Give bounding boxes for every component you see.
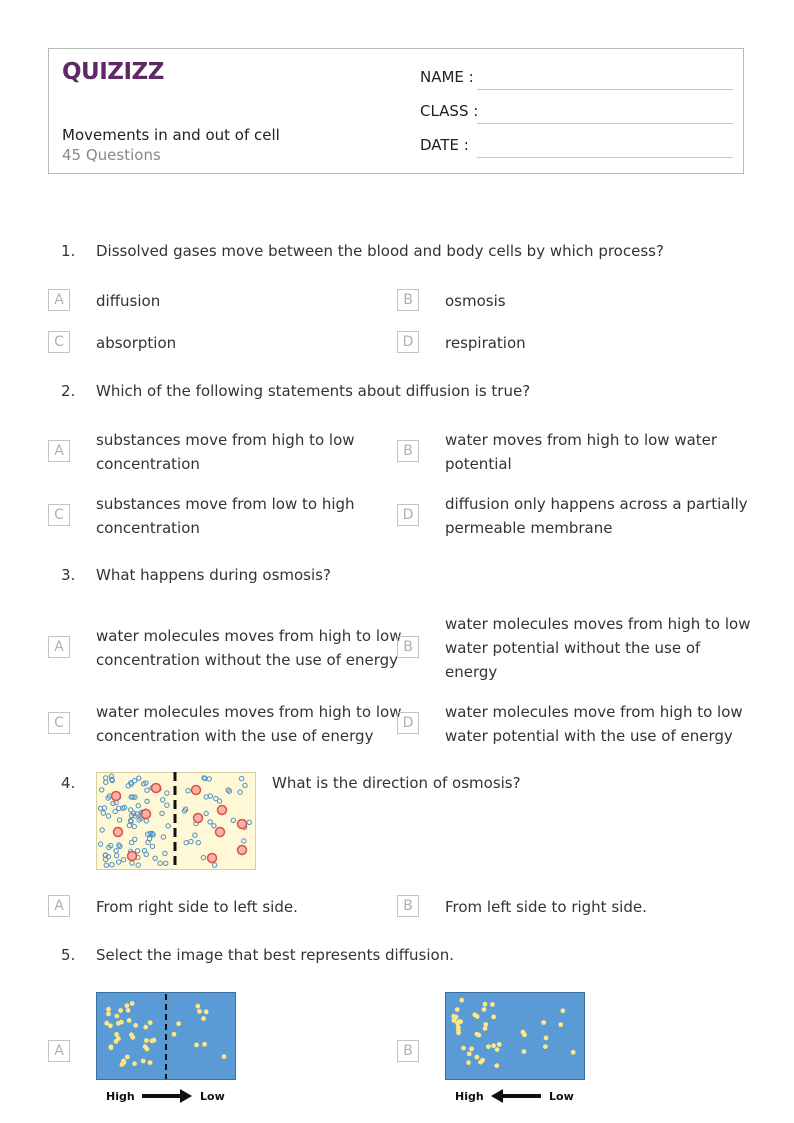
diffusing-particle	[467, 1052, 472, 1057]
q3-option-d-letter[interactable]: D	[397, 712, 419, 734]
diffusing-particle	[130, 1001, 135, 1006]
diffusing-particle	[172, 1032, 177, 1037]
date-line[interactable]	[477, 157, 733, 158]
q2-option-a-line1: substances move from high to low	[96, 431, 355, 449]
question-2-text: Which of the following statements about diffusion is true?	[96, 382, 531, 400]
diffusing-particle	[145, 1047, 150, 1052]
diffusing-particle	[491, 1015, 496, 1020]
q2-option-d-letter[interactable]: D	[397, 504, 419, 526]
q4-option-a-letter[interactable]: A	[48, 895, 70, 917]
diffusing-particle	[475, 1032, 480, 1037]
diffusing-particle	[132, 1061, 137, 1066]
diffusing-particle	[106, 1012, 111, 1017]
class-line[interactable]	[477, 123, 733, 124]
diffusing-particle	[469, 1046, 474, 1051]
question-5-text: Select the image that best represents diffusion.	[96, 946, 454, 964]
diffusing-particle	[195, 1004, 200, 1009]
q3-option-d-line2: water potential with the use of energy	[445, 727, 733, 745]
solute-particle	[238, 846, 247, 855]
date-label: DATE :	[420, 136, 469, 154]
diffusing-particle	[204, 1009, 209, 1014]
q2-option-a-line2: concentration	[96, 455, 200, 473]
diffusing-particle	[497, 1042, 502, 1047]
question-2-number: 2.	[61, 382, 76, 400]
question-count: 45 Questions	[62, 146, 161, 164]
diffusing-particle	[482, 1007, 487, 1012]
diffusing-particle	[478, 1060, 483, 1065]
q2-option-b-line2: potential	[445, 455, 512, 473]
diffusing-particle	[141, 1059, 146, 1064]
solute-particle	[152, 784, 161, 793]
diffusing-particle	[483, 1026, 488, 1031]
solute-particle	[216, 828, 225, 837]
question-4-number: 4.	[61, 774, 76, 792]
diffusing-particle	[494, 1063, 499, 1068]
diffusing-particle	[495, 1047, 500, 1052]
diffusing-particle	[144, 1038, 149, 1043]
name-line[interactable]	[477, 89, 733, 90]
q3-option-b-line3: energy	[445, 663, 498, 681]
q2-option-c-text	[96, 492, 355, 540]
q1-option-a-letter[interactable]: A	[48, 289, 70, 311]
worksheet-title: Movements in and out of cell	[62, 126, 280, 144]
diffusing-particle	[202, 1042, 207, 1047]
q5-b-high-label: High	[455, 1090, 484, 1103]
q2-option-d-line2: permeable membrane	[445, 519, 613, 537]
diffusing-particle	[472, 1012, 477, 1017]
diffusing-particle	[116, 1036, 121, 1041]
q3-option-b-text	[445, 612, 751, 684]
q2-option-d-text	[445, 492, 748, 540]
diffusing-particle	[459, 998, 464, 1003]
solute-particle	[112, 792, 121, 801]
arrow-right-icon	[180, 1089, 192, 1103]
q3-option-a-line2: concentration without the use of energy	[96, 651, 399, 669]
diffusing-particle	[106, 1007, 111, 1012]
diffusing-particle	[544, 1036, 549, 1041]
q3-option-a-text	[96, 624, 402, 672]
q2-option-c-line2: concentration	[96, 519, 200, 537]
diffusion-particles-diagram-icon	[96, 992, 236, 1110]
q3-option-c-text	[96, 700, 402, 748]
q1-option-a-text: diffusion	[96, 292, 161, 310]
q5-a-low-label: Low	[200, 1090, 225, 1103]
q1-option-d-letter[interactable]: D	[397, 331, 419, 353]
diffusing-particle	[127, 1018, 132, 1023]
diffusing-particle	[152, 1038, 157, 1043]
q1-option-d-text: respiration	[445, 334, 526, 352]
solute-particle	[238, 820, 247, 829]
diffusing-particle	[455, 1007, 460, 1012]
solute-particle	[114, 828, 123, 837]
q5-option-b-image[interactable]	[445, 992, 585, 1110]
q4-option-b-text: From left side to right side.	[445, 898, 647, 916]
q4-option-a-text: From right side to left side.	[96, 898, 298, 916]
question-3-text: What happens during osmosis?	[96, 566, 331, 584]
diffusing-particle	[483, 1002, 488, 1007]
diffusing-particle	[522, 1049, 527, 1054]
q1-option-b-letter[interactable]: B	[397, 289, 419, 311]
diffusing-particle	[197, 1009, 202, 1014]
q5-option-a-letter[interactable]: A	[48, 1040, 70, 1062]
diffusing-particle	[541, 1020, 546, 1025]
diffusing-particle	[194, 1043, 199, 1048]
q2-option-d-line1: diffusion only happens across a partially	[445, 495, 748, 513]
diffusing-particle	[456, 1028, 461, 1033]
osmosis-membrane-diagram-icon	[96, 772, 256, 870]
diffusing-particle	[104, 1021, 109, 1026]
q2-option-b-line1: water moves from high to low water	[445, 431, 718, 449]
name-field[interactable]	[420, 68, 733, 90]
diffusing-particle	[560, 1008, 565, 1013]
diffusing-particle	[120, 1062, 125, 1067]
osmosis-diagram	[96, 772, 256, 870]
diffusion-particles-diagram-icon	[445, 992, 585, 1110]
q2-option-b-letter[interactable]: B	[397, 440, 419, 462]
q2-option-a-letter[interactable]: A	[48, 440, 70, 462]
diffusing-particle	[148, 1060, 153, 1065]
q4-option-b-letter[interactable]: B	[397, 895, 419, 917]
worksheet-header	[48, 48, 744, 174]
diffusing-particle	[522, 1032, 527, 1037]
q3-option-a-line1: water molecules moves from high to low	[96, 627, 402, 645]
diffusing-particle	[475, 1055, 480, 1060]
question-1-number: 1.	[61, 242, 76, 260]
q2-option-c-line1: substances move from low to high	[96, 495, 355, 513]
diffusing-particle	[176, 1021, 181, 1026]
diffusing-particle	[125, 1055, 130, 1060]
diffusing-particle	[148, 1020, 153, 1025]
diffusing-particle	[143, 1025, 148, 1030]
q5-b-low-label: Low	[549, 1090, 574, 1103]
diffusing-particle	[201, 1016, 206, 1021]
q2-option-c-letter[interactable]: C	[48, 504, 70, 526]
diffusing-particle	[126, 1008, 131, 1013]
q3-option-c-line1: water molecules moves from high to low	[96, 703, 402, 721]
q3-option-b-line1: water molecules moves from high to low	[445, 615, 751, 633]
q1-option-c-letter[interactable]: C	[48, 331, 70, 353]
date-field[interactable]	[420, 136, 733, 158]
solute-particle	[128, 852, 137, 861]
question-3-number: 3.	[61, 566, 76, 584]
q5-option-a-image[interactable]	[96, 992, 236, 1110]
q1-option-b-text: osmosis	[445, 292, 506, 310]
diffusing-particle	[571, 1050, 576, 1055]
q5-option-b-letter[interactable]: B	[397, 1040, 419, 1062]
diffusing-particle	[457, 1019, 462, 1024]
diffusing-particle	[133, 1023, 138, 1028]
diffusing-particle	[118, 1008, 123, 1013]
diffusing-particle	[466, 1060, 471, 1065]
diffusing-particle	[119, 1020, 124, 1025]
solute-particle	[192, 786, 201, 795]
q3-option-c-letter[interactable]: C	[48, 712, 70, 734]
class-label: CLASS :	[420, 102, 479, 120]
q1-option-c-text: absorption	[96, 334, 177, 352]
q3-option-b-line2: water potential without the use of	[445, 639, 701, 657]
diffusing-particle	[129, 1032, 134, 1037]
diffusing-particle	[461, 1046, 466, 1051]
solute-particle	[142, 810, 151, 819]
diffusing-particle	[543, 1044, 548, 1049]
diffusing-particle	[109, 1044, 114, 1049]
solute-particle	[208, 854, 217, 863]
diffusing-particle	[491, 1043, 496, 1048]
q5-a-high-label: High	[106, 1090, 135, 1103]
solute-particle	[218, 806, 227, 815]
name-label: NAME :	[420, 68, 474, 86]
diffusing-particle	[490, 1002, 495, 1007]
quizizz-logo: QUIZIZZ	[62, 59, 164, 85]
class-field[interactable]	[420, 102, 733, 124]
q2-option-a-text	[96, 428, 355, 476]
diffusing-particle	[486, 1044, 491, 1049]
question-4-text: What is the direction of osmosis?	[272, 774, 521, 792]
diffusing-particle	[222, 1054, 227, 1059]
q3-option-d-line1: water molecules move from high to low	[445, 703, 743, 721]
diffusing-particle	[454, 1015, 459, 1020]
q3-option-d-text	[445, 700, 743, 748]
question-1-text: Dissolved gases move between the blood and body cells by which process?	[96, 242, 664, 260]
q2-option-b-text	[445, 428, 717, 476]
diffusing-particle	[125, 1003, 130, 1008]
diffusing-particle	[114, 1032, 119, 1037]
q3-option-c-line2: concentration with the use of energy	[96, 727, 374, 745]
diffusing-particle	[558, 1022, 563, 1027]
q3-option-a-letter[interactable]: A	[48, 636, 70, 658]
q3-option-b-letter[interactable]: B	[397, 636, 419, 658]
question-5-number: 5.	[61, 946, 76, 964]
diffusing-particle	[115, 1014, 120, 1019]
diffusing-particle	[483, 1022, 488, 1027]
solute-particle	[194, 814, 203, 823]
